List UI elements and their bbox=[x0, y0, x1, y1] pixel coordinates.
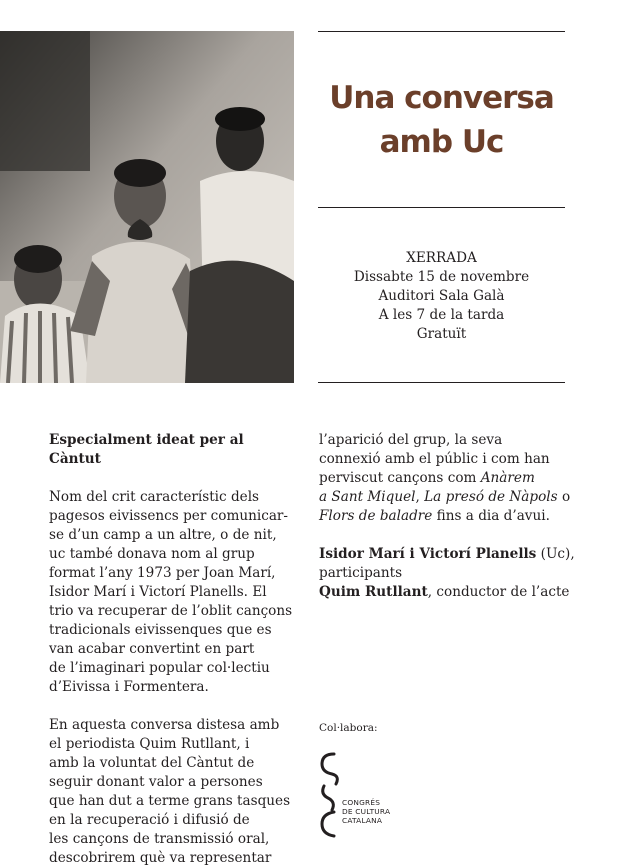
host-role: , conductor de l’acte bbox=[427, 584, 570, 600]
text-line: d’Eivissa i Formentera. bbox=[49, 679, 209, 695]
text-line: se d’un camp a un altre, o de nit, bbox=[49, 527, 277, 543]
text-fragment: perviscut cançons com bbox=[319, 470, 481, 486]
title-line-1: Una conversa bbox=[329, 80, 554, 116]
divider-middle bbox=[318, 207, 565, 208]
song-title: Anàrem bbox=[480, 470, 535, 486]
event-venue: Auditori Sala Galà bbox=[378, 288, 505, 304]
right-column bbox=[319, 431, 579, 602]
text-line: format l’any 1973 per Joan Marí, bbox=[49, 565, 276, 581]
event-type: XERRADA bbox=[406, 250, 477, 266]
event-price: Gratuït bbox=[416, 326, 467, 342]
text-line: descobrirem què va representar bbox=[49, 850, 272, 866]
text-line: tradicionals eivissenques que es bbox=[49, 622, 272, 638]
text-line bbox=[319, 507, 579, 526]
text-line: les cançons de transmissió oral, bbox=[49, 831, 270, 847]
lead-heading: Especialment ideat per al Càntut bbox=[49, 432, 244, 467]
event-time: A les 7 de la tarda bbox=[378, 307, 505, 323]
congres-cultura-catalana-logo-icon bbox=[316, 748, 342, 840]
text-line: de l’imaginari popular col·lectiu bbox=[49, 660, 270, 676]
credit-host bbox=[319, 583, 579, 602]
text-line: l’aparició del grup, la seva bbox=[319, 432, 503, 448]
credits bbox=[319, 545, 579, 602]
band-photo bbox=[0, 31, 294, 383]
song-title: a Sant Miquel bbox=[319, 489, 416, 505]
band-photo-illustration bbox=[0, 31, 294, 383]
text-line: que han dut a terme grans tasques bbox=[49, 793, 291, 809]
participant-names: Isidor Marí i Victorí Planells bbox=[319, 546, 537, 562]
text-line: trio va recuperar de l’oblit cançons bbox=[49, 603, 293, 619]
group-name: (Uc), bbox=[536, 546, 575, 562]
text-line bbox=[319, 488, 579, 507]
song-title: Flors de baladre bbox=[319, 508, 433, 524]
text-line: el periodista Quim Rutllant, i bbox=[49, 736, 250, 752]
logo-wordmark bbox=[342, 798, 390, 825]
text-line: van acabar convertint en part bbox=[49, 641, 255, 657]
paragraph-continuation bbox=[319, 431, 579, 526]
collabora-label: Col·labora: bbox=[319, 722, 378, 734]
text-line: seguir donant valor a persones bbox=[49, 774, 263, 790]
text-fragment: o bbox=[557, 489, 571, 505]
logo-line: DE CULTURA bbox=[342, 807, 391, 816]
song-title: La presó de Nàpols bbox=[424, 489, 558, 505]
paragraph-intro bbox=[49, 488, 299, 697]
host-name: Quim Rutllant bbox=[319, 584, 428, 600]
event-date: Dissabte 15 de novembre bbox=[353, 269, 530, 285]
logo-line: CATALANA bbox=[342, 816, 383, 825]
text-fragment: , bbox=[415, 489, 425, 505]
text-line: amb la voluntat del Càntut de bbox=[49, 755, 255, 771]
credit-participants bbox=[319, 545, 579, 564]
text-line: pagesos eivissencs per comunicar- bbox=[49, 508, 289, 524]
text-line bbox=[319, 469, 579, 488]
logo-line: CONGRÉS bbox=[342, 798, 381, 807]
text-line: uc també donava nom al grup bbox=[49, 546, 255, 562]
participant-role: participants bbox=[319, 565, 403, 581]
text-fragment: fins a dia d’avui. bbox=[432, 508, 550, 524]
event-info bbox=[318, 249, 565, 344]
text-line: Nom del crit característic dels bbox=[49, 489, 260, 505]
text-line: Isidor Marí i Victorí Planells. El bbox=[49, 584, 267, 600]
page-title bbox=[318, 76, 565, 164]
left-column bbox=[49, 431, 299, 868]
text-line: En aquesta conversa distesa amb bbox=[49, 717, 280, 733]
title-line-2: amb Uc bbox=[379, 124, 504, 160]
text-line: en la recuperació i difusió de bbox=[49, 812, 250, 828]
paragraph-conversation bbox=[49, 716, 299, 868]
divider-top bbox=[318, 31, 565, 32]
divider-bottom bbox=[318, 382, 565, 383]
text-line: connexió amb el públic i com han bbox=[319, 451, 550, 467]
